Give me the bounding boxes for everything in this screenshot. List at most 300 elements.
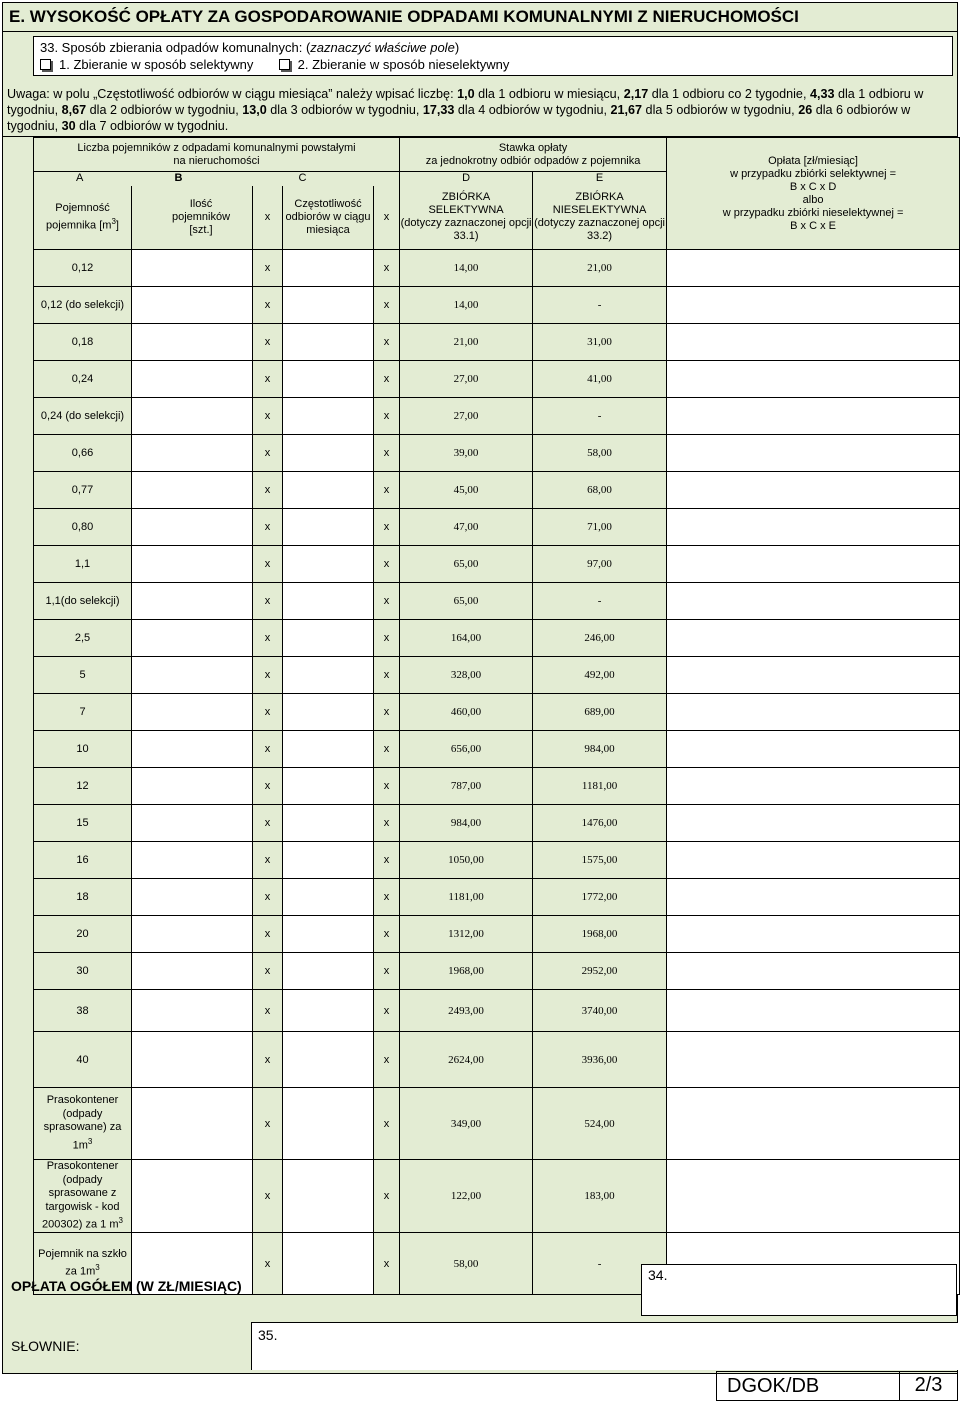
nonselective-rate-cell: 3740,00 xyxy=(533,990,667,1032)
fee-input[interactable] xyxy=(667,953,960,990)
table-row xyxy=(34,842,960,879)
multiply-sign: x xyxy=(253,620,283,657)
nonselective-rate-cell: 31,00 xyxy=(533,324,667,361)
nonselective-rate-cell: 984,00 xyxy=(533,731,667,768)
frequency-input[interactable] xyxy=(283,620,374,657)
in-words-label: SŁOWNIE: xyxy=(11,1338,80,1354)
collection-method-section xyxy=(2,32,958,80)
capacity-cell: 12 xyxy=(34,768,132,805)
selective-rate-cell: 47,00 xyxy=(400,509,533,546)
table-row xyxy=(34,250,960,287)
multiply-sign-header: x xyxy=(253,186,283,250)
selective-rate-cell: 58,00 xyxy=(400,1233,533,1295)
multiply-sign: x xyxy=(253,842,283,879)
nonselective-option-label: 2. Zbieranie w sposób nieselektywny xyxy=(297,57,510,72)
multiply-sign: x xyxy=(253,509,283,546)
quantity-input[interactable] xyxy=(132,842,253,879)
frequency-input[interactable] xyxy=(283,1233,374,1295)
multiply-sign: x xyxy=(253,583,283,620)
quantity-input[interactable] xyxy=(132,435,253,472)
capacity-text: Prasokontener (odpady sprasowane z targowisk - kod 200302) za 1 m xyxy=(42,1160,120,1231)
capacity-cell: 38 xyxy=(34,990,132,1032)
q33-label-italic: zaznaczyć właściwe pole xyxy=(310,40,455,55)
nonselective-rate-cell: 689,00 xyxy=(533,694,667,731)
fee-input[interactable] xyxy=(667,842,960,879)
quantity-input[interactable] xyxy=(132,657,253,694)
frequency-input[interactable] xyxy=(283,879,374,916)
frequency-input[interactable] xyxy=(283,509,374,546)
table-row xyxy=(34,1160,960,1233)
field-number-35: 35. xyxy=(258,1327,278,1343)
rate-header-line: Stawka opłaty xyxy=(498,141,568,154)
quantity-input[interactable] xyxy=(132,953,253,990)
nonselective-header-line: NIESELEKTYWNA xyxy=(552,204,647,217)
table-row xyxy=(34,398,960,435)
multiply-sign: x xyxy=(374,1160,400,1233)
field-number-34: 34. xyxy=(648,1267,668,1283)
nonselective-rate-cell: - xyxy=(533,287,667,324)
fee-input[interactable] xyxy=(667,805,960,842)
quantity-input[interactable] xyxy=(132,916,253,953)
frequency-input[interactable] xyxy=(283,361,374,398)
fee-input[interactable] xyxy=(667,1160,960,1233)
table-row xyxy=(34,953,960,990)
note-value: 2,17 xyxy=(623,87,649,101)
capacity-header-line: Pojemność xyxy=(55,201,110,214)
multiply-sign: x xyxy=(253,546,283,583)
quantity-input[interactable] xyxy=(132,731,253,768)
column-letter-c: C xyxy=(283,172,400,186)
note-value: 26 xyxy=(798,103,813,117)
nonselective-rate-cell: 41,00 xyxy=(533,361,667,398)
note-value: 8,67 xyxy=(61,103,87,117)
table-row xyxy=(34,657,960,694)
note-text: dla 1 odbioru w tygodniu, xyxy=(7,87,924,117)
quantity-input[interactable] xyxy=(132,694,253,731)
capacity-header-line: pojemnika [m xyxy=(46,219,112,232)
table-row xyxy=(34,694,960,731)
multiply-sign: x xyxy=(253,953,283,990)
quantity-input[interactable] xyxy=(132,472,253,509)
frequency-input[interactable] xyxy=(283,583,374,620)
multiply-sign: x xyxy=(374,879,400,916)
multiply-sign: x xyxy=(374,990,400,1032)
collection-method-box xyxy=(33,36,953,76)
nonselective-header-line: (dotyczy zaznaczonej opcji 33.2) xyxy=(534,217,665,243)
capacity-cell: 18 xyxy=(34,879,132,916)
multiply-sign: x xyxy=(253,731,283,768)
selective-rate-cell: 1050,00 xyxy=(400,842,533,879)
selective-rate-cell: 787,00 xyxy=(400,768,533,805)
multiply-sign: x xyxy=(253,1160,283,1233)
multiply-sign: x xyxy=(253,1032,283,1088)
frequency-input[interactable] xyxy=(283,731,374,768)
frequency-input[interactable] xyxy=(283,805,374,842)
quantity-input[interactable] xyxy=(132,1032,253,1088)
table-row xyxy=(34,1088,960,1160)
multiply-sign: x xyxy=(374,361,400,398)
fee-input[interactable] xyxy=(667,361,960,398)
quantity-column-header: Ilość pojemników [szt.] xyxy=(132,186,253,250)
fee-input[interactable] xyxy=(667,583,960,620)
note-text: dla 5 odbiorów w tygodniu, xyxy=(642,103,799,117)
multiply-sign: x xyxy=(374,768,400,805)
selective-rate-cell: 1312,00 xyxy=(400,916,533,953)
capacity-cell xyxy=(34,1088,132,1160)
fee-header-line: w przypadku zbiórki nieselektywnej = xyxy=(722,206,904,219)
nonselective-rate-cell: 2952,00 xyxy=(533,953,667,990)
fee-input[interactable] xyxy=(667,472,960,509)
selective-rate-cell: 27,00 xyxy=(400,361,533,398)
table-row xyxy=(34,916,960,953)
selective-rate-cell: 164,00 xyxy=(400,620,533,657)
nonselective-header-line: ZBIÓRKA xyxy=(575,191,624,204)
fee-input[interactable] xyxy=(667,250,960,287)
multiply-sign: x xyxy=(374,842,400,879)
capacity-cell xyxy=(34,1160,132,1233)
multiply-sign: x xyxy=(253,768,283,805)
form-code: DGOK/DB xyxy=(717,1372,900,1400)
table-row xyxy=(34,620,960,657)
multiply-sign: x xyxy=(253,805,283,842)
multiply-sign: x xyxy=(253,657,283,694)
fee-input[interactable] xyxy=(667,287,960,324)
frequency-input[interactable] xyxy=(283,768,374,805)
selective-rate-cell: 65,00 xyxy=(400,546,533,583)
frequency-input[interactable] xyxy=(283,435,374,472)
nonselective-rate-cell: 58,00 xyxy=(533,435,667,472)
fee-input[interactable] xyxy=(667,509,960,546)
nonselective-checkbox[interactable] xyxy=(279,59,290,70)
nonselective-rate-cell: 71,00 xyxy=(533,509,667,546)
selective-checkbox[interactable] xyxy=(40,59,51,70)
table-row xyxy=(34,435,960,472)
form-page xyxy=(2,2,958,1374)
fee-input[interactable] xyxy=(667,1032,960,1088)
capacity-cell: 15 xyxy=(34,805,132,842)
table-row xyxy=(34,805,960,842)
fee-input[interactable] xyxy=(667,435,960,472)
multiply-sign: x xyxy=(253,287,283,324)
capacity-cell: 0,24 (do selekcji) xyxy=(34,398,132,435)
multiply-sign: x xyxy=(374,472,400,509)
frequency-input[interactable] xyxy=(283,990,374,1032)
multiply-sign: x xyxy=(253,916,283,953)
multiply-sign: x xyxy=(253,324,283,361)
nonselective-rate-cell: 3936,00 xyxy=(533,1032,667,1088)
frequency-input[interactable] xyxy=(283,398,374,435)
frequency-input[interactable] xyxy=(283,1088,374,1160)
multiply-sign: x xyxy=(374,1032,400,1088)
q33-label-end: ) xyxy=(454,40,460,55)
capacity-header-end: ] xyxy=(115,219,119,232)
quantity-input[interactable] xyxy=(132,361,253,398)
selective-rate-cell: 460,00 xyxy=(400,694,533,731)
page-number: 2/3 xyxy=(914,1374,943,1396)
frequency-input[interactable] xyxy=(283,916,374,953)
capacity-cell: 40 xyxy=(34,1032,132,1088)
multiply-sign: x xyxy=(374,731,400,768)
note-text: dla 1 odbioru co 2 tygodnie, xyxy=(648,87,810,101)
multiply-sign: x xyxy=(253,435,283,472)
selective-rate-cell: 45,00 xyxy=(400,472,533,509)
multiply-sign: x xyxy=(374,657,400,694)
selective-rate-cell: 27,00 xyxy=(400,398,533,435)
quantity-input[interactable] xyxy=(132,546,253,583)
nonselective-rate-cell: 1968,00 xyxy=(533,916,667,953)
quantity-input[interactable] xyxy=(132,583,253,620)
capacity-header-sup: 3 xyxy=(111,216,116,226)
frequency-note xyxy=(2,80,958,137)
fee-header-line: B x C x E xyxy=(790,219,836,232)
frequency-input[interactable] xyxy=(283,546,374,583)
nonselective-rate-cell: 1476,00 xyxy=(533,805,667,842)
table-row xyxy=(34,990,960,1032)
capacity-cell: 0,77 xyxy=(34,472,132,509)
fee-input[interactable] xyxy=(667,916,960,953)
table-row xyxy=(34,361,960,398)
containers-group-header: Liczba pojemników z odpadami komunalnymi powstałymi na nieruchomości xyxy=(34,138,400,172)
total-fee-field[interactable] xyxy=(641,1264,957,1316)
multiply-sign: x xyxy=(253,361,283,398)
multiply-sign: x xyxy=(253,990,283,1032)
selective-rate-cell: 1181,00 xyxy=(400,879,533,916)
nonselective-rate-cell: 492,00 xyxy=(533,657,667,694)
selective-rate-cell: 2493,00 xyxy=(400,990,533,1032)
multiply-sign: x xyxy=(374,435,400,472)
fee-input[interactable] xyxy=(667,324,960,361)
multiply-sign: x xyxy=(374,953,400,990)
multiply-sign: x xyxy=(253,250,283,287)
table-row xyxy=(34,879,960,916)
multiply-sign: x xyxy=(253,1233,283,1295)
frequency-column-header: Częstotliwość odbiorów w ciągu miesiąca xyxy=(283,186,374,250)
quantity-input[interactable] xyxy=(132,287,253,324)
table-row xyxy=(34,731,960,768)
quantity-input[interactable] xyxy=(132,620,253,657)
capacity-sup: 3 xyxy=(87,1136,93,1146)
quantity-input[interactable] xyxy=(132,398,253,435)
multiply-sign-header: x xyxy=(374,186,400,250)
q33-label-text: 33. Sposób zbierania odpadów komunalnych: ( xyxy=(40,40,311,55)
selective-rate-cell: 2624,00 xyxy=(400,1032,533,1088)
selective-header-line: ZBIÓRKA xyxy=(441,191,491,204)
quantity-input[interactable] xyxy=(132,1160,253,1233)
table-row xyxy=(34,583,960,620)
selective-rate-cell: 984,00 xyxy=(400,805,533,842)
column-letter-b xyxy=(175,172,283,186)
frequency-input[interactable] xyxy=(283,694,374,731)
fee-input[interactable] xyxy=(667,879,960,916)
selective-rate-cell: 328,00 xyxy=(400,657,533,694)
capacity-cell: 16 xyxy=(34,842,132,879)
note-text: Uwaga: w polu „Częstotliwość odbiorów w ciągu miesiąca” należy wpisać liczbę: xyxy=(7,87,458,101)
frequency-input[interactable] xyxy=(283,1032,374,1088)
capacity-cell: 30 xyxy=(34,953,132,990)
fee-input[interactable] xyxy=(667,620,960,657)
capacity-cell: 0,12 (do selekcji) xyxy=(34,287,132,324)
multiply-sign: x xyxy=(374,916,400,953)
frequency-input[interactable] xyxy=(283,1160,374,1233)
selective-rate-cell: 65,00 xyxy=(400,583,533,620)
multiply-sign: x xyxy=(253,472,283,509)
rate-header-line: za jednokrotny odbiór odpadów z pojemnika xyxy=(425,154,641,167)
capacity-text: Pojemnik na szkło za 1m xyxy=(38,1247,127,1278)
multiply-sign: x xyxy=(374,694,400,731)
quantity-input[interactable] xyxy=(132,805,253,842)
quantity-input[interactable] xyxy=(132,1088,253,1160)
capacity-cell: 0,18 xyxy=(34,324,132,361)
multiply-sign: x xyxy=(374,805,400,842)
note-text: dla 1 odbioru w miesiącu, xyxy=(474,87,624,101)
in-words-field[interactable] xyxy=(251,1322,958,1370)
note-text: dla 2 odbiorów w tygodniu, xyxy=(86,103,243,117)
section-title: E. WYSOKOŚĆ OPŁATY ZA GOSPODAROWANIE ODPADAMI KOMUNALNYMI Z NIERUCHOMOŚCI xyxy=(2,2,958,32)
note-text: dla 6 odbiorów w tygodniu, xyxy=(7,103,911,133)
multiply-sign: x xyxy=(253,694,283,731)
multiply-sign: x xyxy=(374,398,400,435)
selective-rate-cell: 1968,00 xyxy=(400,953,533,990)
note-value: 1,0 xyxy=(457,87,475,101)
quantity-input[interactable] xyxy=(132,324,253,361)
nonselective-rate-cell: - xyxy=(533,583,667,620)
capacity-column-header xyxy=(34,186,132,250)
nonselective-rate-cell: 21,00 xyxy=(533,250,667,287)
page-footer xyxy=(716,1371,958,1401)
capacity-cell: 10 xyxy=(34,731,132,768)
nonselective-rate-cell: 1181,00 xyxy=(533,768,667,805)
capacity-cell: 1,1(do selekcji) xyxy=(34,583,132,620)
fee-header-line: Opłata [zł/miesiąc] xyxy=(768,154,858,167)
selective-header-line: (dotyczy zaznaczonej opcji 33.1) xyxy=(400,217,532,243)
selective-rate-cell: 14,00 xyxy=(400,250,533,287)
selective-rate-cell: 122,00 xyxy=(400,1160,533,1233)
multiply-sign: x xyxy=(374,546,400,583)
collection-method-options xyxy=(40,56,946,73)
nonselective-rate-header xyxy=(533,186,667,250)
nonselective-rate-cell: - xyxy=(533,1233,667,1295)
capacity-cell: 5 xyxy=(34,657,132,694)
fee-input[interactable] xyxy=(667,731,960,768)
note-value: 13,0 xyxy=(242,103,267,117)
frequency-input[interactable] xyxy=(283,657,374,694)
nonselective-rate-cell: - xyxy=(533,398,667,435)
column-letter-e: E xyxy=(533,172,667,186)
fee-input[interactable] xyxy=(667,768,960,805)
frequency-input[interactable] xyxy=(283,324,374,361)
multiply-sign: x xyxy=(374,620,400,657)
multiply-sign: x xyxy=(374,250,400,287)
capacity-cell: 0,12 xyxy=(34,250,132,287)
selective-rate-cell: 39,00 xyxy=(400,435,533,472)
table-row xyxy=(34,768,960,805)
table-row xyxy=(34,1032,960,1088)
fee-input[interactable] xyxy=(667,398,960,435)
note-value: 21,67 xyxy=(610,103,643,117)
quantity-input[interactable] xyxy=(132,768,253,805)
multiply-sign: x xyxy=(374,583,400,620)
frequency-input[interactable] xyxy=(283,250,374,287)
table-row xyxy=(34,546,960,583)
nonselective-rate-cell: 524,00 xyxy=(533,1088,667,1160)
note-text: dla 4 odbiorów w tygodniu, xyxy=(454,103,611,117)
table-row xyxy=(34,472,960,509)
quantity-input[interactable] xyxy=(132,879,253,916)
frequency-input[interactable] xyxy=(283,842,374,879)
multiply-sign: x xyxy=(374,324,400,361)
fee-input[interactable] xyxy=(667,657,960,694)
multiply-sign: x xyxy=(253,1088,283,1160)
column-letter-d: D xyxy=(400,172,533,186)
fee-input[interactable] xyxy=(667,546,960,583)
multiply-sign: x xyxy=(374,1233,400,1295)
fee-header-line: B x C x D xyxy=(789,180,837,193)
capacity-cell: 7 xyxy=(34,694,132,731)
quantity-input[interactable] xyxy=(132,250,253,287)
multiply-sign: x xyxy=(253,398,283,435)
note-value: 4,33 xyxy=(809,87,835,101)
capacity-cell: 2,5 xyxy=(34,620,132,657)
quantity-input[interactable] xyxy=(132,509,253,546)
note-value: 17,33 xyxy=(422,103,455,117)
nonselective-rate-cell: 68,00 xyxy=(533,472,667,509)
frequency-input[interactable] xyxy=(283,472,374,509)
selective-rate-header xyxy=(400,186,533,250)
fee-column-header xyxy=(667,138,960,250)
fee-table xyxy=(33,137,960,1295)
multiply-sign: x xyxy=(374,509,400,546)
quantity-input[interactable] xyxy=(132,990,253,1032)
note-text: dla 3 odbiorów w tygodniu, xyxy=(266,103,423,117)
table-row xyxy=(34,287,960,324)
capacity-cell: 20 xyxy=(34,916,132,953)
fee-input[interactable] xyxy=(667,1088,960,1160)
fee-header-line: w przypadku zbiórki selektywnej = xyxy=(730,167,897,180)
capacity-cell: 0,80 xyxy=(34,509,132,546)
multiply-sign: x xyxy=(374,287,400,324)
fee-table-section xyxy=(2,137,958,1374)
table-row xyxy=(34,324,960,361)
capacity-sup: 3 xyxy=(118,1216,123,1225)
multiply-sign: x xyxy=(374,1088,400,1160)
selective-rate-cell: 14,00 xyxy=(400,287,533,324)
selective-option-label: 1. Zbieranie w sposób selektywny xyxy=(59,57,254,72)
collection-method-label xyxy=(40,39,946,56)
selective-rate-cell: 21,00 xyxy=(400,324,533,361)
capacity-text: Prasokontener (odpady sprasowane) za 1m xyxy=(43,1094,122,1152)
selective-rate-cell: 349,00 xyxy=(400,1088,533,1160)
frequency-input[interactable] xyxy=(283,953,374,990)
nonselective-rate-cell: 183,00 xyxy=(533,1160,667,1233)
nonselective-rate-cell: 246,00 xyxy=(533,620,667,657)
table-row xyxy=(34,509,960,546)
total-fee-label: OPŁATA OGÓŁEM (W ZŁ/MIESIĄC) xyxy=(11,1278,242,1294)
note-text: dla 7 odbiorów w tygodniu. xyxy=(75,119,229,133)
capacity-sup: 3 xyxy=(95,1263,100,1273)
column-letter-b-text: B xyxy=(174,172,183,185)
note-value: 30 xyxy=(61,119,76,133)
rate-group-header xyxy=(400,138,667,172)
fee-header-line: albo xyxy=(802,193,824,206)
capacity-cell: 0,66 xyxy=(34,435,132,472)
fee-table-body xyxy=(34,250,960,1295)
fee-input[interactable] xyxy=(667,990,960,1032)
frequency-input[interactable] xyxy=(283,287,374,324)
fee-input[interactable] xyxy=(667,694,960,731)
column-letter-a: A xyxy=(34,172,175,186)
nonselective-rate-cell: 1772,00 xyxy=(533,879,667,916)
capacity-cell: 0,24 xyxy=(34,361,132,398)
